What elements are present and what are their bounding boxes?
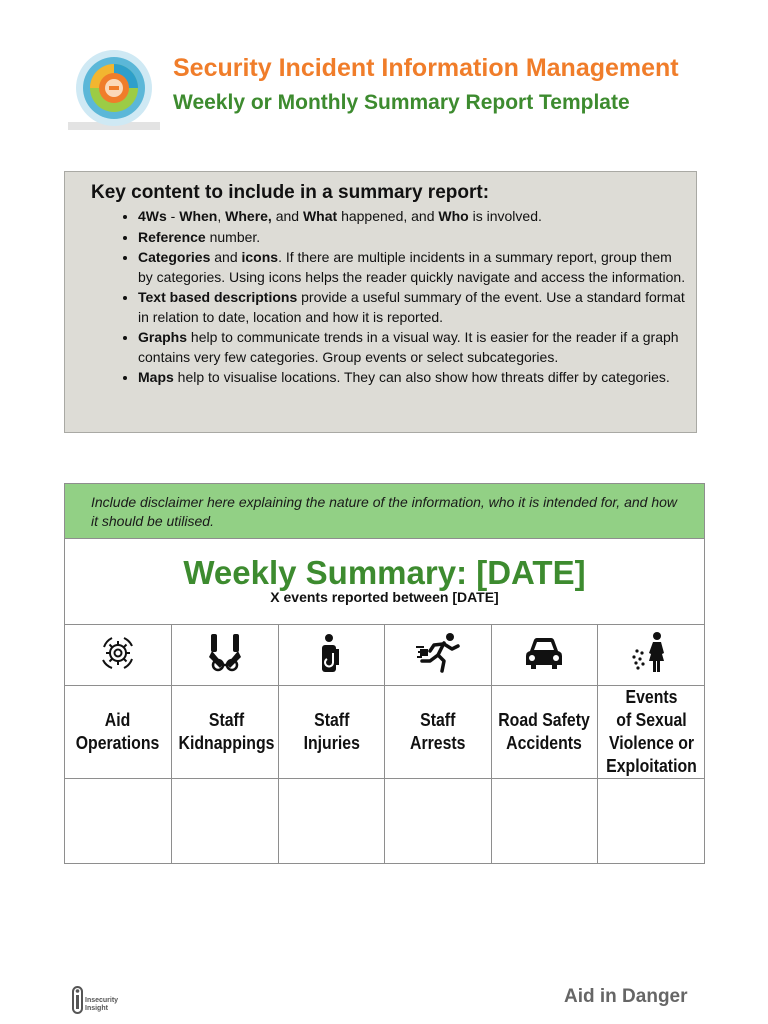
category-label-cell bbox=[598, 686, 705, 779]
key-content-box bbox=[64, 171, 697, 433]
category-label: Staff Arrests bbox=[410, 710, 466, 753]
category-label: Staff Kidnappings bbox=[178, 710, 275, 753]
car-icon bbox=[522, 631, 566, 675]
key-content-item: • Maps help to visualise locations. They can also show how threats differ by categories. bbox=[138, 368, 690, 388]
category-value-cell[interactable] bbox=[172, 779, 279, 864]
key-content-item: • Categories and icons. If there are multiple incidents in a summary report, group them by categories. Using icons helps the reader quickly navigate and access the information. bbox=[138, 248, 690, 287]
footer-left-logo-text: Insecurity bbox=[85, 997, 119, 1004]
aid-in-danger-logo: Aid in Danger bbox=[564, 986, 688, 1007]
category-label-cell bbox=[491, 686, 598, 779]
running-person-icon bbox=[414, 631, 462, 675]
category-label: Staff Injuries bbox=[303, 710, 360, 753]
woman-figure-icon bbox=[629, 631, 673, 675]
category-value-cell[interactable] bbox=[385, 779, 492, 864]
key-content-item: • Graphs help to communicate trends in a visual way. It is easier for the reader if a graph contains very few categories. Group events or select subcategories. bbox=[138, 328, 690, 367]
aid-operations-icon-cell bbox=[65, 625, 172, 686]
key-content-item: • Text based descriptions provide a useful summary of the event. Use a standard format in relation to date, location and how it is reported. bbox=[138, 288, 690, 327]
siim-logo bbox=[66, 48, 162, 132]
handcuffs-icon bbox=[203, 631, 247, 675]
key-content-list bbox=[111, 207, 690, 389]
weekly-summary-panel bbox=[64, 483, 705, 864]
category-value-cell[interactable] bbox=[598, 779, 705, 864]
summary-subtitle: X events reported between [DATE] bbox=[270, 589, 499, 605]
category-label: Events of Sexual Violence or Exploitation bbox=[605, 687, 697, 776]
category-label-cell bbox=[65, 686, 172, 779]
key-content-item: • 4Ws - When, Where, and What happened, and Who is involved. bbox=[138, 207, 690, 227]
svg-text:Insight: Insight bbox=[85, 1005, 108, 1012]
category-label: Aid Operations bbox=[76, 710, 160, 753]
page-subtitle: Weekly or Monthly Summary Report Template bbox=[173, 91, 630, 114]
label-row bbox=[65, 686, 704, 779]
aid-operations-icon bbox=[96, 631, 140, 675]
running-person-icon-cell bbox=[385, 625, 492, 686]
value-row bbox=[65, 779, 704, 864]
category-label: Road Safety Accidents bbox=[498, 710, 591, 753]
category-label-cell bbox=[172, 686, 279, 779]
insecurity-insight-logo bbox=[72, 985, 132, 1015]
category-label-cell bbox=[385, 686, 492, 779]
page-title: Security Incident Information Management bbox=[173, 54, 679, 82]
key-content-item: • Reference number. bbox=[138, 228, 690, 248]
icon-row bbox=[65, 625, 704, 686]
category-label-cell bbox=[278, 686, 385, 779]
category-value-cell[interactable] bbox=[491, 779, 598, 864]
injury-icon bbox=[309, 631, 353, 675]
woman-figure-icon-cell bbox=[598, 625, 705, 686]
category-table bbox=[65, 624, 704, 863]
disclaimer-text: Include disclaimer here explaining the nature of the information, who it is intended for, and how it should be utilised. bbox=[65, 484, 704, 539]
summary-title: Weekly Summary: [DATE] bbox=[183, 554, 586, 591]
handcuffs-icon-cell bbox=[172, 625, 279, 686]
category-value-cell[interactable] bbox=[65, 779, 172, 864]
injury-icon-cell bbox=[278, 625, 385, 686]
key-content-heading: Key content to include in a summary report: bbox=[91, 182, 490, 203]
car-icon-cell bbox=[491, 625, 598, 686]
category-value-cell[interactable] bbox=[278, 779, 385, 864]
